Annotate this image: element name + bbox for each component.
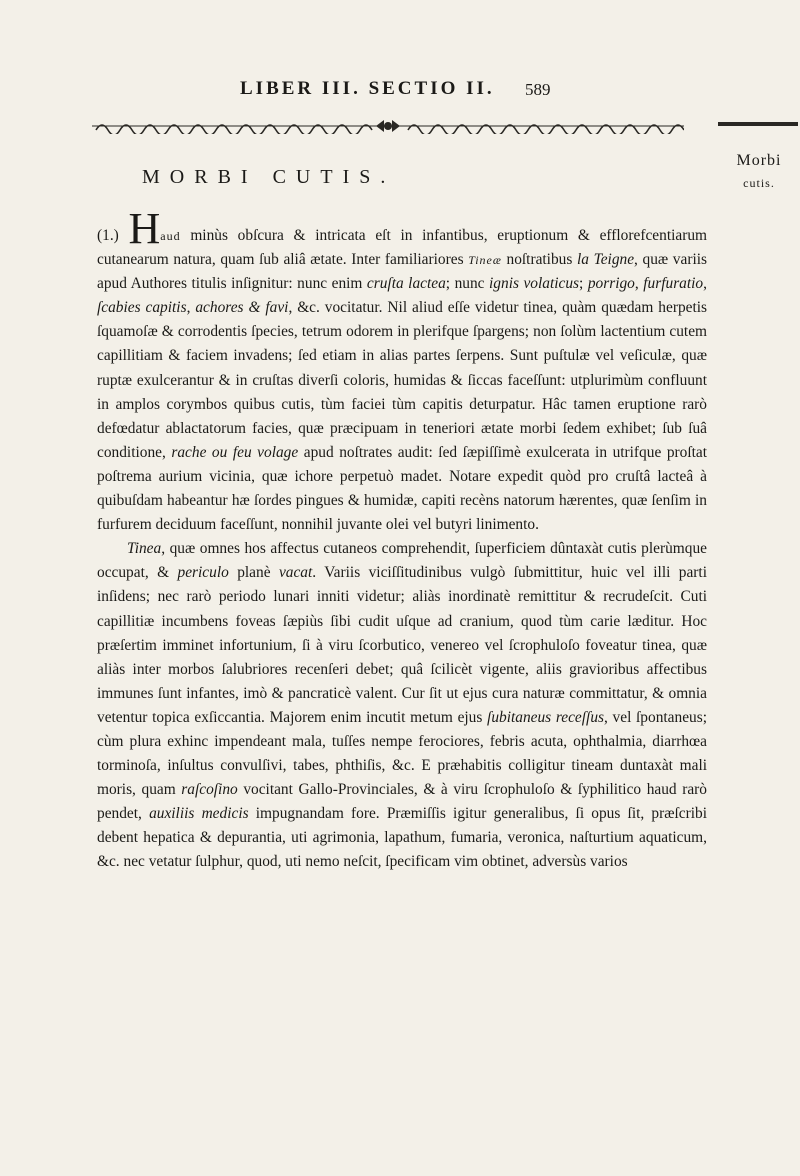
text-segment: minùs obſcura & intricata eſt in infantibus, eruptionum & efflorefcentiarum cutanearum natura, quam ſub aliâ ætate. Inter familiariores	[97, 227, 707, 269]
term-periculo: periculo	[177, 564, 229, 582]
paragraph-number: (1.)	[97, 227, 119, 244]
margin-rule	[718, 122, 798, 126]
term-porrigo: porrigo	[587, 275, 635, 293]
dropcap-letter: H	[128, 204, 161, 253]
text-segment: ,	[703, 275, 707, 293]
text-segment: , &c. vocitatur. Nil aliud eſſe videtur tinea, quàm quædam herpetis ſquamoſæ & corrodentis ſpecies, tetrum odorem in plerifque ſpargens; non ſolùm lactentium cutem capillitiam & faciem invadens; ſed etiam in alias partes ſerpens. Sunt puſtulæ vel veſiculæ, quæ ruptæ exulcerantur & in cruſtas diverſi coloris, humidas & ſiccas faceſſunt: utplurimùm confluunt in amplos corymbos quibus cutis, tùm faciei tùm capitis deturpatur. Hâc tamen eruptione rarò defœdatur ablactatorum facies, quæ præcipuam in teneriori ætate morbi ſedem exhibet; ſub ſuâ conditione,	[97, 299, 708, 461]
paragraph-1	[97, 204, 708, 537]
text-segment: ;	[579, 275, 588, 293]
margin-note-line1: Morbi	[736, 152, 782, 169]
running-head-title: LIBER III. SECTIO II.	[240, 78, 495, 99]
term-achores-favi: achores & favi	[195, 299, 289, 317]
page-number: 589	[525, 80, 551, 99]
term-ignis-volaticus: ignis volaticus	[489, 275, 580, 293]
term-subitaneus: ſubitaneus receſſus	[487, 708, 605, 726]
body-text	[97, 204, 708, 875]
text-segment: . Variis viciſſitudinibus vulgò ſubmittitur, huic vel illi parti inſidens; nec rarò periodo lunari inniti videtur; aliàs inordinatè remittitur & recrudeſcit. Cuti capillitiæ incumbens foveas ſæpiùs ſibi cudit uſque ad cranium, quod tùm carie læditur. Hoc præſertim imminet infortunium, ſi à viru ſcorbutico, venereo vel ſcrophuloſo foveatur tinea, quæ aliàs inter morbos ſalubriores recenſeri debet; quâ ſcilicèt vigente, aliis gravioribus affectibus immunes ſunt infantes, imò & pancraticè valent. Cur ſit ut ejus cura naturæ committatur, & omnia vetentur topica exſiccantia. Majorem enim incutit metum ejus	[97, 564, 707, 726]
term-la-teigne: la Teigne	[576, 251, 635, 269]
text-segment: ; nunc	[445, 275, 490, 293]
margin-note-line2: cutis.	[743, 176, 775, 190]
ornament-graphic	[92, 118, 684, 134]
margin-note	[720, 150, 798, 194]
term-vacat: vacat	[278, 564, 313, 582]
term-rache: rache ou feu volage	[171, 443, 299, 461]
text-segment: , vel ſpontaneus; cùm plura exhinc impendeant mala, tuſſes nempe ferociores, febris acuta, ophthalmia, diarrhœa torminoſa, inſultus convulſivi, tabes, phthiſis, &c. E præhabitis colligitur tineam duntaxàt mali moris, quam	[97, 708, 707, 799]
term-furfuratio: furfuratio	[643, 275, 704, 293]
text-segment: ,	[634, 275, 644, 293]
text-segment: , quæ variis apud Authores titulis inſignitur: nunc enim	[97, 251, 707, 293]
term-auxiliis-medicis: auxiliis medicis	[149, 805, 249, 823]
decorative-ornament-band	[92, 118, 684, 134]
text-segment: , quæ omnes hos affectus cutaneos comprehendit, ſuperficiem dûntaxàt cutis plerùmque occupat, &	[97, 540, 707, 582]
term-tinea: Tineæ	[468, 253, 502, 268]
opening-smallcaps: aud	[160, 229, 181, 243]
term-rafcofino: raſcoſino	[181, 781, 238, 799]
text-segment: apud noſtrates audit: ſed ſæpiſſimè exulcerata in utrifque proſtat poſtrema aurium vicinia, quæ ichore perpetuò madet. Notare expedit quòd pro cruſtâ lacteâ à quibuſdam habeantur hæ ſordes pingues & humidæ, capiti recèns natorum hærentes, quæ ſenſim in furfurem deciduum faceſſunt, nonnihil juvante olei vel butyri linimento.	[97, 443, 707, 534]
term-scabies-capitis: ſcabies capitis	[97, 299, 187, 317]
paragraph-2	[97, 537, 707, 874]
running-head	[240, 78, 620, 100]
text-segment: vocitant Gallo-Provinciales, & à viru ſcrophuloſo & ſyphilitico haud rarò pendet,	[97, 781, 707, 823]
term-crusta-lactea: cruſta lactea	[366, 275, 446, 293]
text-segment: noſtratibus	[501, 251, 577, 269]
term-tinea-lead: Tinea	[127, 540, 162, 558]
text-segment: impugnandam fore. Præmiſſis igitur generalibus, ſi opus ſit, præſcribi debent hepatica & depurantia, uti agrimonia, lapathum, fumaria, veronica, naſturtium aquaticum, &c. nec vetatur ſulphur, quod, uti nemo neſcit, ſpecificam vim obtinet, adversùs varios	[97, 805, 707, 871]
text-segment: planè	[228, 564, 279, 582]
text-segment: ,	[186, 299, 196, 317]
section-title: MORBI CUTIS.	[142, 166, 396, 188]
